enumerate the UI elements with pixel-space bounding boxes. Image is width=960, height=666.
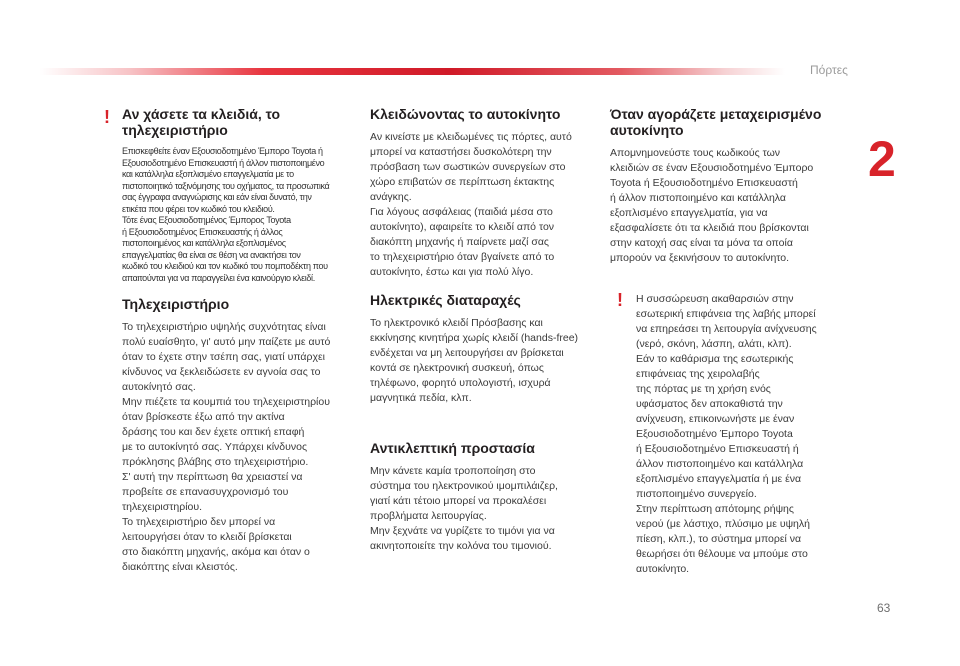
header-accent-bar	[40, 68, 785, 75]
anti-theft-text: Μην κάνετε καμία τροποποίηση στο σύστημα του ηλεκτρονικού ιμομπιλάιζερ, γιατί κάτι τέτοιο μπορεί να προκαλέσει προβλήματα λειτουργίας. Μην ξεχνάτε να γυρίζετε το τιμόνι για να ακινητοποιείτε την κολόνα του τιμονιού.	[370, 465, 558, 552]
handle-sensor-note	[636, 292, 851, 577]
handle-sensor-text: Η συσσώρευση ακαθαρσιών στην εσωτερική επιφάνεια της λαβής μπορεί να επηρεάσει τη λειτουργία ανίχνευσης (νερό, σκόνη, λάσπη, αλάτι, κλπ). Εάν το καθάρισμα της εσωτερικής επιφάνειας της χειρολαβής της πόρτας με τη χρήση ενός υφάσματος δεν αποκαθιστά την ανίχνευση, επικοινωνήστε με έναν Εξουσιοδοτημένο Έμπορο Toyota ή Εξουσιοδοτημένο Επισκευαστή ή άλλον πιστοποιημένο και κατάλληλα εξοπλισμένο επαγγελματία ή με ένα πιστοποιημένο συνεργείο. Στην περίπτωση απότομης ρήψης νερού (με λάστιχο, πλύσιμο με υψηλή πίεση, κλπ.), το σύστημα μπορεί να θεωρήσει ότι θέλουμε να μπούμε στο αυτοκίνητο.	[636, 293, 817, 575]
interference-heading: Ηλεκτρικές διαταραχές	[370, 292, 521, 308]
section-title: Πόρτες	[810, 63, 848, 77]
used-vehicle-text: Απομνημονεύστε τους κωδικούς των κλειδιών σε έναν Εξουσιοδοτημένο Έμπορο Toyota ή Εξουσιοδοτημένο Επισκευαστή ή άλλον πιστοποιημένο και κατάλληλα εξοπλισμένο επαγγελματία, για να εξασφαλίσετε ότι τα κλειδιά που βρίσκονται στην κατοχή σας είναι τα μόνα τα οποία μπορούν να ξεκινήσουν το αυτοκίνητο.	[610, 147, 814, 264]
chapter-number: 2	[868, 131, 896, 187]
warning-icon: !	[104, 107, 110, 127]
lost-keys-text: Επισκεφθείτε έναν Εξουσιοδοτημένο Έμπορο Toyota ή Εξουσιοδοτημένο Επισκευαστή ή άλλον πιστοποιημένο και κατάλληλα εξοπλισμένο επαγγελματία με το πιστοποιητικό ταξινόμησης του οχήματος, τα προσωπικά σας έγγραφα αναγνώρισης και εάν είναι δυνατό, την ετικέτα που φέρει τον κωδικό του κλειδιού. Τότε ένας Εξουσιοδοτημένος Έμπορος Toyota ή Εξουσιοδοτημένος Επισκευαστής ή άλλος πιστοποιημένος και κατάλληλα εξοπλισμένος επαγγελματίας θα είναι σε θέση να ανακτήσει τον κωδικό του κλειδιού και τον κωδικό του πομποδέκτη που απαιτούνται για να παραγγείλει ένα καινούργιο κλειδί.	[122, 146, 330, 283]
anti-theft-heading: Αντικλεπτική προστασία	[370, 440, 535, 456]
page-number: 63	[877, 601, 891, 615]
column-right	[610, 106, 850, 266]
driving-locked-text: Αν κινείστε με κλειδωμένες τις πόρτες, αυτό μπορεί να καταστήσει δυσκολότερη την πρόσβαση των σωστικών συνεργείων στο χώρο επιβατών σε περίπτωση έκτακτης ανάγκης. Για λόγους ασφάλειας (παιδιά μέσα στο αυτοκίνητο), αφαιρείτε το κλειδί από τον διακόπτη μηχανής ή παίρνετε μαζί σας το τηλεχειριστήριο όταν βγαίνετε από το αυτοκίνητο, έστω και για πολύ λίγο.	[370, 131, 572, 278]
column-left	[122, 106, 354, 575]
driving-locked-heading: Κλειδώνοντας το αυτοκίνητο	[370, 106, 561, 122]
interference-text: Το ηλεκτρονικό κλειδί Πρόσβασης και εκκίνησης κινητήρα χωρίς κλειδί (hands-free) ενδέχεται να μη λειτουργήσει αν βρίσκεται κοντά σε ηλεκτρονική συσκευή, όπως τηλέφωνο, φορητό υπολογιστή, ισχυρά μαγνητικά πεδία, κλπ.	[370, 317, 579, 404]
used-vehicle-heading: Όταν αγοράζετε μεταχειρισμένο αυτοκίνητο	[610, 106, 822, 138]
lost-keys-heading: Αν χάσετε τα κλειδιά, το τηλεχειριστήριο	[122, 106, 281, 138]
remote-control-text: Το τηλεχειριστήριο υψηλής συχνότητας είναι πολύ ευαίσθητο, γι' αυτό μην παίζετε με αυτό όταν το έχετε στην τσέπη σας, γιατί υπάρχει κίνδυνος να ξεκλειδώσετε εν αγνοία σας το αυτοκίνητό σας. Μην πιέζετε τα κουμπιά του τηλεχειριστηρίου όταν βρίσκεστε έξω από την ακτίνα δράσης του και δεν έχετε οπτική επαφή με το αυτοκίνητό σας. Υπάρχει κίνδυνος πρόκλησης βλάβης στο τηλεχειριστήριο. Σ' αυτή την περίπτωση θα χρειαστεί να προβείτε σε επανασυγχρονισμό του τηλεχειριστηρίου. Το τηλεχειριστήριο δεν μπορεί να λειτουργήσει όταν το κλειδί βρίσκεται στο διακόπτη μηχανής, ακόμα και όταν ο διακόπτης είναι κλειστός.	[122, 321, 331, 573]
warning-icon: !	[617, 290, 623, 310]
remote-control-heading: Τηλεχειριστήριο	[122, 296, 230, 312]
column-middle	[370, 106, 602, 554]
